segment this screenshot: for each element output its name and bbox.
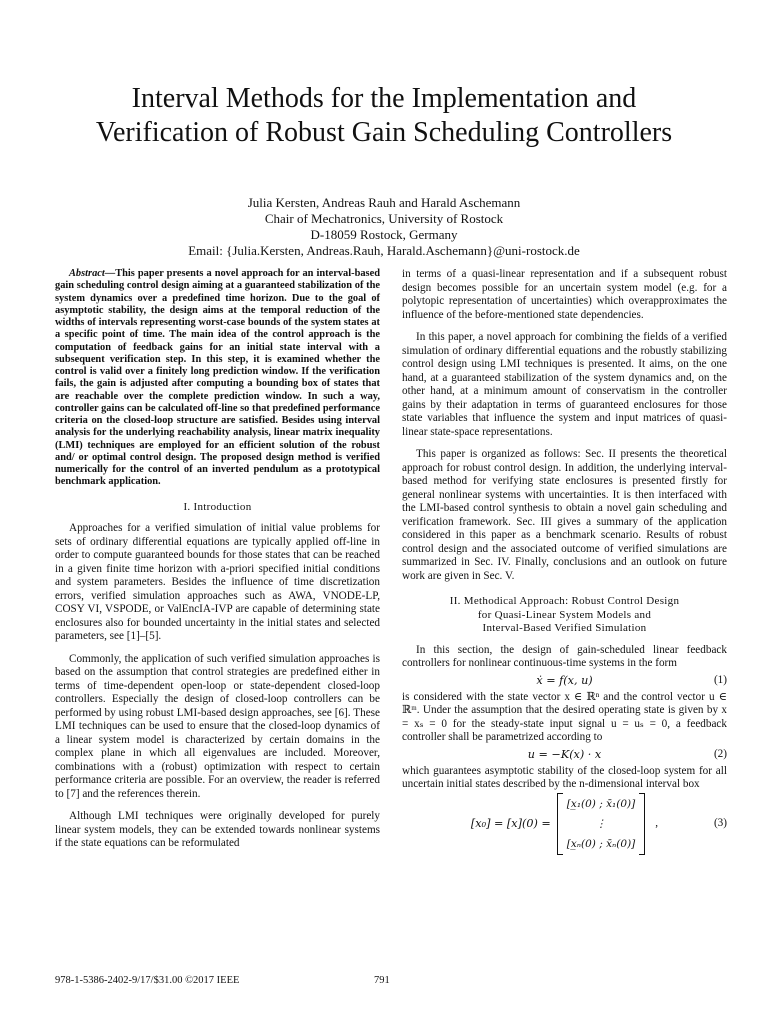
matrix-right-bracket xyxy=(639,793,645,855)
equation-1-number: (1) xyxy=(713,673,727,686)
author-block xyxy=(0,195,768,259)
equation-2-number: (2) xyxy=(713,747,727,760)
equation-3-number: (3) xyxy=(713,816,727,829)
sec2-paragraph-1: In this section, the design of gain-scheduled linear feedback controllers for nonlinear continuous-time systems in the form xyxy=(402,643,727,669)
equation-2-body: u = −K(x) · x xyxy=(527,747,602,761)
copyright-footer: 978-1-5386-2402-9/17/$31.00 ©2017 IEEE xyxy=(55,975,240,986)
author-names: Julia Kersten, Andreas Rauh and Harald Aschemann xyxy=(247,195,521,210)
equation-3-matrix xyxy=(557,793,646,855)
matrix-row-3: [x̲ₙ(0) ; x̄ₙ(0)] xyxy=(566,837,636,850)
page-number: 791 xyxy=(374,975,390,986)
abstract xyxy=(55,268,380,489)
equation-3-comma: , xyxy=(655,816,659,829)
right-column xyxy=(402,268,727,856)
sec2-heading-line-1: II. Methodical Approach: Robust Control Design xyxy=(449,595,680,607)
matrix-row-2: ⋮ xyxy=(595,817,607,830)
affiliation: Chair of Mechatronics, University of Rostock xyxy=(264,211,504,226)
sec2-heading-line-2: for Quasi-Linear System Models and xyxy=(477,608,652,621)
sec2-paragraph-3: which guarantees asymptotic stability of the closed-loop system for all uncertain initial states described by the n-dimensional interval box xyxy=(402,764,727,790)
equation-3 xyxy=(402,792,727,856)
right-paragraph-1: in terms of a quasi-linear representation and if a subsequent robust design becomes possible for an uncertain system model (e.g. for a polytopic representation of uncertainties) which overapproximates the influence of the before-mentioned state dependencies. xyxy=(402,268,727,321)
equation-2 xyxy=(402,745,727,765)
right-paragraph-3: This paper is organized as follows: Sec. II presents the theoretical approach for robust control design. In addition, the underlying interval-based method for verifying state enclosures is presented firstly for general nonlinear systems with uncertainties. It is then interfaced with the LMI-based control synthesis to obtain a novel gain scheduling and verification framework. Sec. III gives a summary of the application considered in this paper as a benchmark scenario. Results of robust control design and the associated outcome of verified simulations are summarized in Sec. IV. Finally, conclusions and an outlook on future work are given in Sec. V. xyxy=(402,448,727,582)
section-heading-methodical-approach xyxy=(402,595,727,636)
equation-3-lhs: [x₀] = [x](0) = xyxy=(470,816,551,830)
equation-1-body: ẋ = f(x, u) xyxy=(536,673,593,687)
section-heading-introduction: I. Introduction xyxy=(183,500,252,513)
paper-title xyxy=(0,82,768,150)
intro-paragraph-3: Although LMI techniques were originally developed for purely linear system models, they can be extended towards nonlinear systems if the state equations can be reformulated xyxy=(55,810,380,849)
abstract-text: —This paper presents a novel approach for an interval-based gain scheduling control design aiming at a guaranteed stabilization of the system dynamics over a predefined time horizon. Due to the goal of asymptotic stability, the design aims at the temporal reduction of the widths of intervals representing worst-case bounds of the system states at a specific point of time. The main idea of the control approach is the computation of feedback gains for an initial state interval with a subsequent verification step. In this step, it is examined whether the control is valid over a finitely long prediction window. If the verification fails, the gain is adjusted after computing a bounding box of states that are reachable over the complete prediction window. In such a way, controller gains can be calculated off-line so that predefined performance criteria on the closed-loop structure are satisfied. Besides using interval analysis for the underlying reachability analysis, linear matrix inequality (LMI) techniques are employed for an efficient solution of the robust and/ or optimal control design. The proposed design method is verified numerically for the control of an inverted pendulum as a prototypical benchmark application. xyxy=(55,268,380,488)
title-line-2: Verification of Robust Gain Scheduling Controllers xyxy=(95,117,673,148)
abstract-lead: Abstract xyxy=(69,268,105,279)
intro-paragraph-2: Commonly, the application of such verified simulation approaches is based on the assumption that control strategies are predefined either in terms of time-dependent open-loop or state-dependent closed-loop controllers. Especially the design of closed-loop controllers can be performed by using robust LMI-based design approaches, see [6]. These LMI techniques can be used to ensure that the closed-loop dynamics of a linear system model is characterized by certain domains in the complex plane in which all eigenvalues are included. Moreover, combinations with a (robust) optimization with respect to certain performance criteria are possible. For an overview, the reader is referred to [7] and the references therein. xyxy=(55,652,380,800)
title-line-1: Interval Methods for the Implementation and xyxy=(131,83,637,114)
email: Email: {Julia.Kersten, Andreas.Rauh, Harald.Aschemann}@uni-rostock.de xyxy=(188,243,580,258)
matrix-row-1: [x̲₁(0) ; x̄₁(0)] xyxy=(566,797,636,810)
sec2-paragraph-2: is considered with the state vector x ∈ ℝⁿ and the control vector u ∈ ℝᵐ. Under the assumption that the desired operating state is given by x = xₛ = 0 for the steady-state input signal u = uₛ = 0, a feedback controller shall be parametrized according to xyxy=(402,690,727,743)
intro-paragraph-1: Approaches for a verified simulation of initial value problems for sets of ordinary differential equations are typically applied off-line in order to compute guaranteed bounds for those states that can be reached in a given finite time horizon with a-priori specified initial conditions and system parameters. Besides the influence of time discretization errors, verified simulation approaches such as AWA, VNODE-LP, COSY VI, VSPODE, or ValEncIA-IVP are capable of determining state enclosures also for bounded uncertainty in the initial states and selected parameters, see [1]–[5]. xyxy=(55,522,380,642)
equation-1 xyxy=(402,671,727,691)
left-column xyxy=(55,268,380,851)
right-paragraph-2: In this paper, a novel approach for combining the fields of a verified simulation of ordinary differential equations and the robustly stabilizing control design using LMI techniques is presented. It aims, on the one hand, at a guaranteed stabilization of the system dynamics and, on the other hand, at a minimum amount of conservatism in the controller gains by their adaptation in terms of guaranteed enclosures for those state variables that influence the system and input matrices of quasi-linear state-space representations. xyxy=(402,331,727,438)
address: D-18059 Rostock, Germany xyxy=(310,227,458,242)
sec2-heading-line-3: Interval-Based Verified Simulation xyxy=(482,622,647,634)
